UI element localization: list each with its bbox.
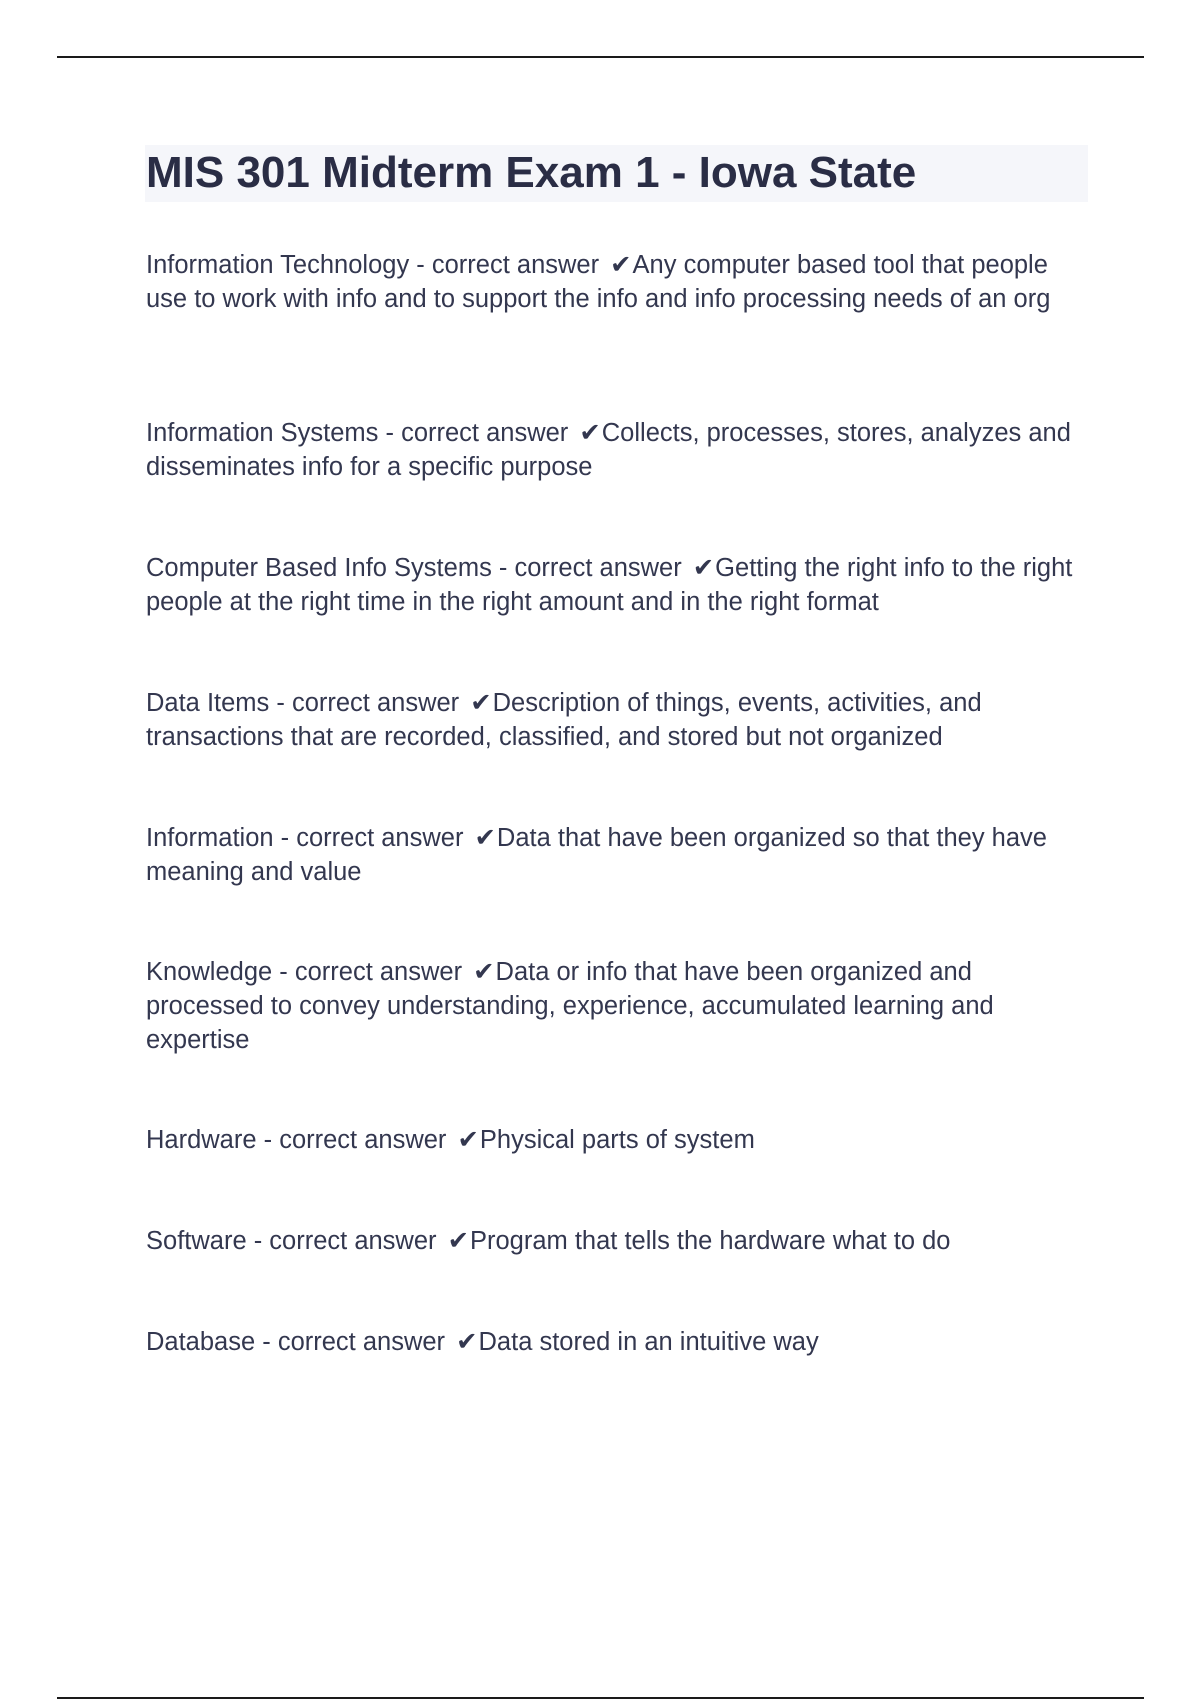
entry-separator: - correct answer xyxy=(378,419,576,447)
entry-definition: Getting the right info to the right people at the right time in the right amount and in the right format xyxy=(146,554,1073,616)
entry-database xyxy=(146,1325,1096,1359)
entry-information-systems xyxy=(146,416,1096,484)
entry-term: Data Items xyxy=(146,689,270,717)
check-icon: ✔ xyxy=(473,958,495,986)
entry-separator: - correct answer xyxy=(255,1328,453,1356)
check-icon: ✔ xyxy=(474,824,496,852)
entry-term: Database xyxy=(146,1328,256,1356)
entry-term: Software xyxy=(146,1227,247,1255)
entry-term: Information Technology xyxy=(146,251,410,279)
entry-separator: - correct answer xyxy=(272,958,470,986)
entry-definition: Any computer based tool that people use to work with info and to support the info and info processing needs of an org xyxy=(146,251,1051,313)
entry-information xyxy=(146,821,1096,889)
entry-definition: Data or info that have been organized and processed to convey understanding, experience, accumulated learning and expertise xyxy=(146,958,994,1054)
entry-separator: - correct answer xyxy=(491,554,689,582)
page-title: MIS 301 Midterm Exam 1 - Iowa State xyxy=(146,148,917,197)
entry-computer-based-info-systems xyxy=(146,551,1096,619)
entry-data-items xyxy=(146,686,1096,754)
check-icon: ✔ xyxy=(447,1227,469,1255)
entry-definition: Data stored in an intuitive way xyxy=(478,1328,819,1356)
check-icon: ✔ xyxy=(579,419,601,447)
check-icon: ✔ xyxy=(692,554,715,582)
check-icon: ✔ xyxy=(456,1328,478,1356)
entry-term: Hardware xyxy=(146,1126,257,1154)
bottom-rule xyxy=(57,1697,1144,1699)
entry-information-technology xyxy=(146,248,1096,316)
check-icon: ✔ xyxy=(610,251,632,279)
entry-software xyxy=(146,1224,1096,1258)
entry-definition: Physical parts of system xyxy=(479,1126,755,1154)
entry-term: Knowledge xyxy=(146,958,273,986)
check-icon: ✔ xyxy=(470,689,492,717)
entry-term: Computer Based Info Systems xyxy=(146,554,492,582)
entry-term: Information Systems xyxy=(146,419,379,447)
entry-separator: - correct answer xyxy=(409,251,607,279)
entry-term: Information xyxy=(146,824,274,852)
entry-definition: Data that have been organized so that they have meaning and value xyxy=(146,824,1047,886)
entry-separator: - correct answer xyxy=(269,689,467,717)
entry-definition: Collects, processes, stores, analyzes and disseminates info for a specific purpose xyxy=(146,419,1071,481)
entry-definition: Program that tells the hardware what to do xyxy=(469,1227,951,1255)
entry-definition: Description of things, events, activities, and transactions that are recorded, classified, and stored but not organized xyxy=(146,689,982,751)
check-icon: ✔ xyxy=(457,1126,479,1154)
entry-knowledge xyxy=(146,955,1096,1057)
top-rule xyxy=(57,56,1144,58)
entry-separator: - correct answer xyxy=(273,824,471,852)
entry-separator: - correct answer xyxy=(256,1126,454,1154)
entry-hardware xyxy=(146,1123,1096,1157)
entry-separator: - correct answer xyxy=(246,1227,444,1255)
